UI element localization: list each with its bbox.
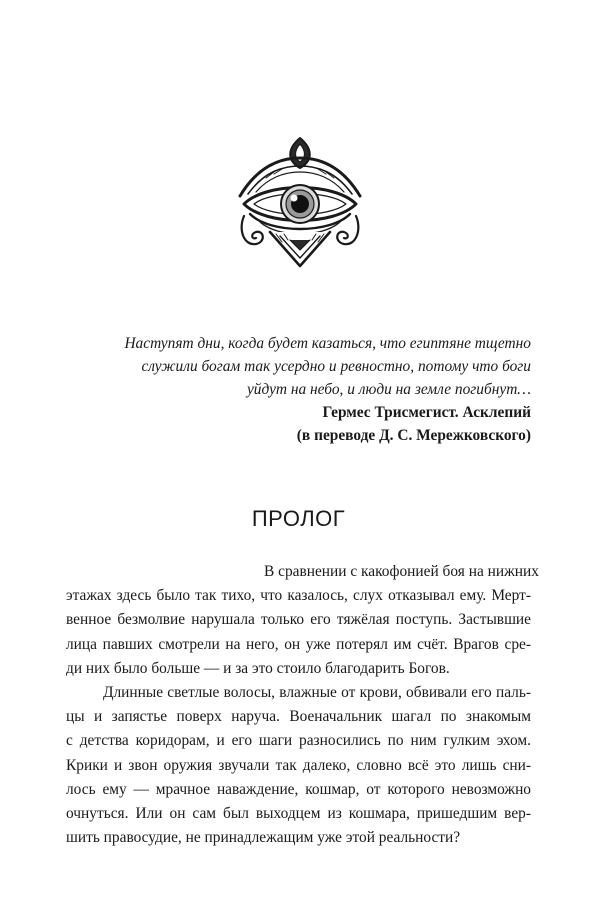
- epigraph-translator: (в переводе Д. С. Мережковского): [296, 427, 531, 444]
- paragraph-line: этажах здесь было так тихо, что казалось, слух отказывал ему. Мерт-: [66, 587, 531, 605]
- epigraph-quote: [71, 332, 531, 401]
- epigraph-line: Наступят дни, когда будет казаться, что египтяне тщетно: [124, 335, 531, 352]
- paragraph-line: шить правосудие, не принадлежащим уже этой реальности?: [66, 829, 461, 847]
- paragraph-line: ди них было больше — и за это стоило благодарить Богов.: [66, 659, 450, 677]
- eye-of-horus-icon: [236, 134, 364, 270]
- epigraph: [71, 332, 531, 447]
- paragraph-line: с детства коридорам, и его шаги разносились по ним гулким эхом.: [66, 732, 531, 750]
- paragraph-line: цы и запястье поверх наруча. Военачальник шагал по знакомым: [66, 708, 531, 726]
- paragraph-line: венное безмолвие нарушала только его тяжёлая поступь. Застывшие: [66, 611, 531, 629]
- epigraph-line: уйдут на небо, и люди на земле погибнут…: [246, 381, 531, 398]
- paragraph-line: В сравнении с какофонией боя на нижних: [264, 563, 539, 580]
- epigraph-author: Гермес Трисмегист. Асклепий: [322, 404, 531, 421]
- paragraph-line: Крики и звон оружия звучали так далеко, словно всё это лишь сни-: [66, 756, 531, 774]
- epigraph-attribution: [71, 401, 531, 447]
- paragraph-line: лось ему — мрачное наваждение, кошмар, от которого невозможно: [66, 780, 531, 798]
- paragraph-line: очнуться. Или он сам был выходцем из кошмара, пришедшим вер-: [66, 805, 531, 823]
- epigraph-line: служили богам так усердно и ревностно, потому что боги: [141, 358, 531, 375]
- body-text: [66, 560, 539, 850]
- paragraph-line: лица павших смотрели на него, он уже потерял им счёт. Врагов сре-: [66, 635, 531, 653]
- paragraph-line: Длинные светлые волосы, влажные от крови, обвивали его паль-: [103, 684, 531, 702]
- chapter-title: ПРОЛОГ: [251, 506, 346, 531]
